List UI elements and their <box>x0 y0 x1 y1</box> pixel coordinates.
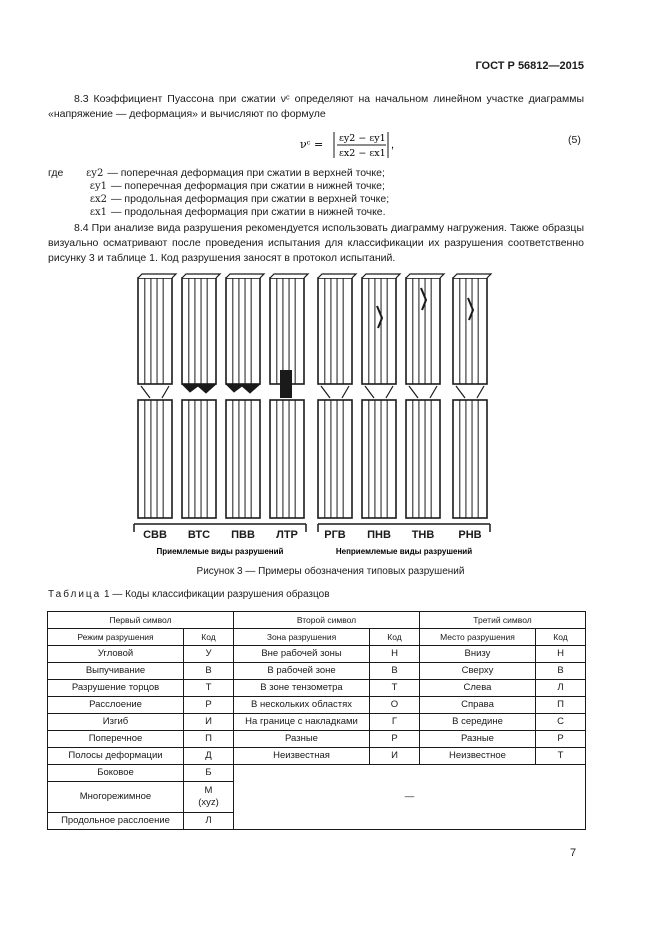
formula-numerator: εy2 − εy1 <box>339 133 386 144</box>
table-cell: Н <box>536 646 586 663</box>
specimen-top-face <box>453 274 491 278</box>
definition-symbol: εy1 <box>89 181 107 192</box>
table-cell: Полосы деформации <box>48 748 184 765</box>
fracture-line <box>456 386 484 398</box>
table-cell: Сверху <box>420 663 536 680</box>
table-cell: М (xyz) <box>184 782 234 813</box>
specimen-upper-part <box>453 278 487 384</box>
figure-caption: Рисунок 3 — Примеры обозначения типовых разрушений <box>196 566 465 577</box>
specimen-code: ПВВ <box>231 529 255 541</box>
page-number: 7 <box>570 847 577 859</box>
group-header: Третий символ <box>420 612 586 629</box>
column-header: Код <box>536 629 586 646</box>
specimen-lower-part <box>138 400 172 518</box>
acceptable-group-label: Приемлемые виды разрушений <box>156 547 284 556</box>
definitions-list <box>48 167 588 219</box>
failure-modes-figure <box>120 270 500 565</box>
table-cell: С <box>536 714 586 731</box>
table-row <box>48 680 586 697</box>
table-row <box>48 765 586 782</box>
table-cell: Разные <box>234 731 370 748</box>
table-cell: Б <box>184 765 234 782</box>
formula-lhs: νᶜ = <box>300 138 324 151</box>
specimen-top-face <box>226 274 264 278</box>
table-cell: Многорежимное <box>48 782 184 813</box>
table-cell: Р <box>184 697 234 714</box>
table-cell: Вне рабочей зоны <box>234 646 370 663</box>
specimen-code: ПНВ <box>367 529 391 541</box>
definition-symbol: εy2 <box>86 168 104 179</box>
table-cell: В <box>536 663 586 680</box>
specimen-code: ЛТР <box>276 529 298 541</box>
section-8-4-paragraph: 8.4 При анализе вида разрушения рекомендуется использовать диаграмму нагружения. Также образцы визуально осматривают после проведения испытания для классификации их разрушения соответственно рисунку 3 и таблице 1. Код разрушения заносят в протокол испытаний. <box>48 222 584 264</box>
column-header: Код <box>370 629 420 646</box>
specimen-top-face <box>362 274 400 278</box>
table-cell: Н <box>370 646 420 663</box>
table-cell: Т <box>536 748 586 765</box>
specimen-top-face <box>406 274 444 278</box>
document-header: ГОСТ Р 56812—2015 <box>475 60 584 72</box>
failure-codes-table <box>47 611 586 830</box>
failure-modes-illustration <box>120 270 500 560</box>
specimen-code: СВВ <box>143 529 167 541</box>
table-cell: П <box>536 697 586 714</box>
table-cell: На границе с накладками <box>234 714 370 731</box>
poisson-formula <box>300 124 420 167</box>
formula-denominator: εx2 − εx1 <box>339 148 386 159</box>
table-cell: Т <box>184 680 234 697</box>
specimen-lower-part <box>362 400 396 518</box>
table-cell: Угловой <box>48 646 184 663</box>
table-cell: Внизу <box>420 646 536 663</box>
column-header: Режим разрушения <box>48 629 184 646</box>
table-cell: В рабочей зоне <box>234 663 370 680</box>
fracture-line <box>321 386 349 398</box>
table-cell: И <box>370 748 420 765</box>
table-cell: П <box>184 731 234 748</box>
table-cell: Р <box>536 731 586 748</box>
fracture-line <box>141 386 169 398</box>
definition-symbol: εx1 <box>89 207 107 218</box>
table-group-header-row <box>48 612 586 629</box>
table-cell: В зоне тензометра <box>234 680 370 697</box>
table-cell: Справа <box>420 697 536 714</box>
column-header: Место разрушения <box>420 629 536 646</box>
specimen-lower-part <box>318 400 352 518</box>
unacceptable-group-label: Неприемлемые виды разрушений <box>335 547 473 556</box>
specimen-lower-part <box>270 400 304 518</box>
table-row <box>48 663 586 680</box>
table-cell: В нескольких областях <box>234 697 370 714</box>
poisson-formula-svg <box>300 124 420 164</box>
specimen-top-face <box>138 274 176 278</box>
specimen-code: РГВ <box>324 529 346 541</box>
table-cell: В середине <box>420 714 536 731</box>
table-cell: Слева <box>420 680 536 697</box>
table-row <box>48 731 586 748</box>
table-cell: В <box>370 663 420 680</box>
specimen-top-face <box>182 274 220 278</box>
fracture-zone <box>280 370 292 398</box>
fracture-line <box>365 386 393 398</box>
specimen-upper-part <box>138 278 172 384</box>
specimen-lower-part <box>453 400 487 518</box>
definition-row: где εy2 — поперечная деформация при сжатии в верхней точке; <box>48 167 385 179</box>
column-header: Код <box>184 629 234 646</box>
specimen-code: ТНВ <box>411 529 435 541</box>
specimen-upper-part <box>226 278 260 384</box>
specimen-code: ВТС <box>187 529 211 541</box>
group-header: Второй символ <box>234 612 420 629</box>
group-header: Первый символ <box>48 612 234 629</box>
table-row <box>48 697 586 714</box>
specimen-top-face <box>318 274 356 278</box>
definition-text: — поперечная деформация при сжатии в верхней точке; <box>107 167 385 179</box>
specimen-lower-part <box>182 400 216 518</box>
table-cell: Г <box>370 714 420 731</box>
fracture-zone <box>226 384 260 393</box>
table-subheader-row <box>48 629 586 646</box>
table-cell: Р <box>370 731 420 748</box>
specimen-upper-part <box>362 278 396 384</box>
table-cell: Поперечное <box>48 731 184 748</box>
specimen-upper-part <box>182 278 216 384</box>
definition-symbol: εx2 <box>89 194 107 205</box>
definition-text: — продольная деформация при сжатии в нижней точке. <box>111 206 386 218</box>
table-cell: Разрушение торцов <box>48 680 184 697</box>
formula-number: (5) <box>568 134 581 146</box>
definition-row <box>48 206 588 219</box>
specimen-lower-part <box>226 400 260 518</box>
fracture-zone <box>182 384 216 393</box>
fracture-line <box>409 386 437 398</box>
table-cell: И <box>184 714 234 731</box>
table-cell-dash: — <box>234 765 586 830</box>
table-cell: Л <box>536 680 586 697</box>
specimen-upper-part <box>270 278 304 384</box>
table-cell: Выпучивание <box>48 663 184 680</box>
column-header: Зона разрушения <box>234 629 370 646</box>
table-cell: О <box>370 697 420 714</box>
table-cell: Расслоение <box>48 697 184 714</box>
table-caption: Таблица 1 — Коды классификации разрушения образцов <box>48 589 330 600</box>
table-cell: Л <box>184 813 234 830</box>
table-cell: Неизвестное <box>420 748 536 765</box>
specimen-top-face <box>270 274 308 278</box>
svg-text:,: , <box>391 139 395 151</box>
table-cell: Неизвестная <box>234 748 370 765</box>
table-row <box>48 748 586 765</box>
table-cell: В <box>184 663 234 680</box>
specimen-upper-part <box>318 278 352 384</box>
table-cell: Д <box>184 748 234 765</box>
table-row <box>48 714 586 731</box>
table-cell: Продольное расслоение <box>48 813 184 830</box>
table-cell: Изгиб <box>48 714 184 731</box>
table-cell: Боковое <box>48 765 184 782</box>
definition-row <box>48 193 588 206</box>
definition-row <box>48 180 588 193</box>
specimen-lower-part <box>406 400 440 518</box>
specimen-code: РНВ <box>458 529 482 541</box>
table-row <box>48 646 586 663</box>
table-cell: У <box>184 646 234 663</box>
definition-text: — продольная деформация при сжатии в верхней точке; <box>111 193 390 205</box>
section-8-3-paragraph: 8.3 Коэффициент Пуассона при сжатии νᶜ определяют на начальном линейном участке диаграммы «напряжение — деформация» и вычисляют по формуле <box>48 93 584 120</box>
table-cell: Т <box>370 680 420 697</box>
definition-text: — поперечная деформация при сжатии в нижней точке; <box>111 180 385 192</box>
table-cell: Разные <box>420 731 536 748</box>
